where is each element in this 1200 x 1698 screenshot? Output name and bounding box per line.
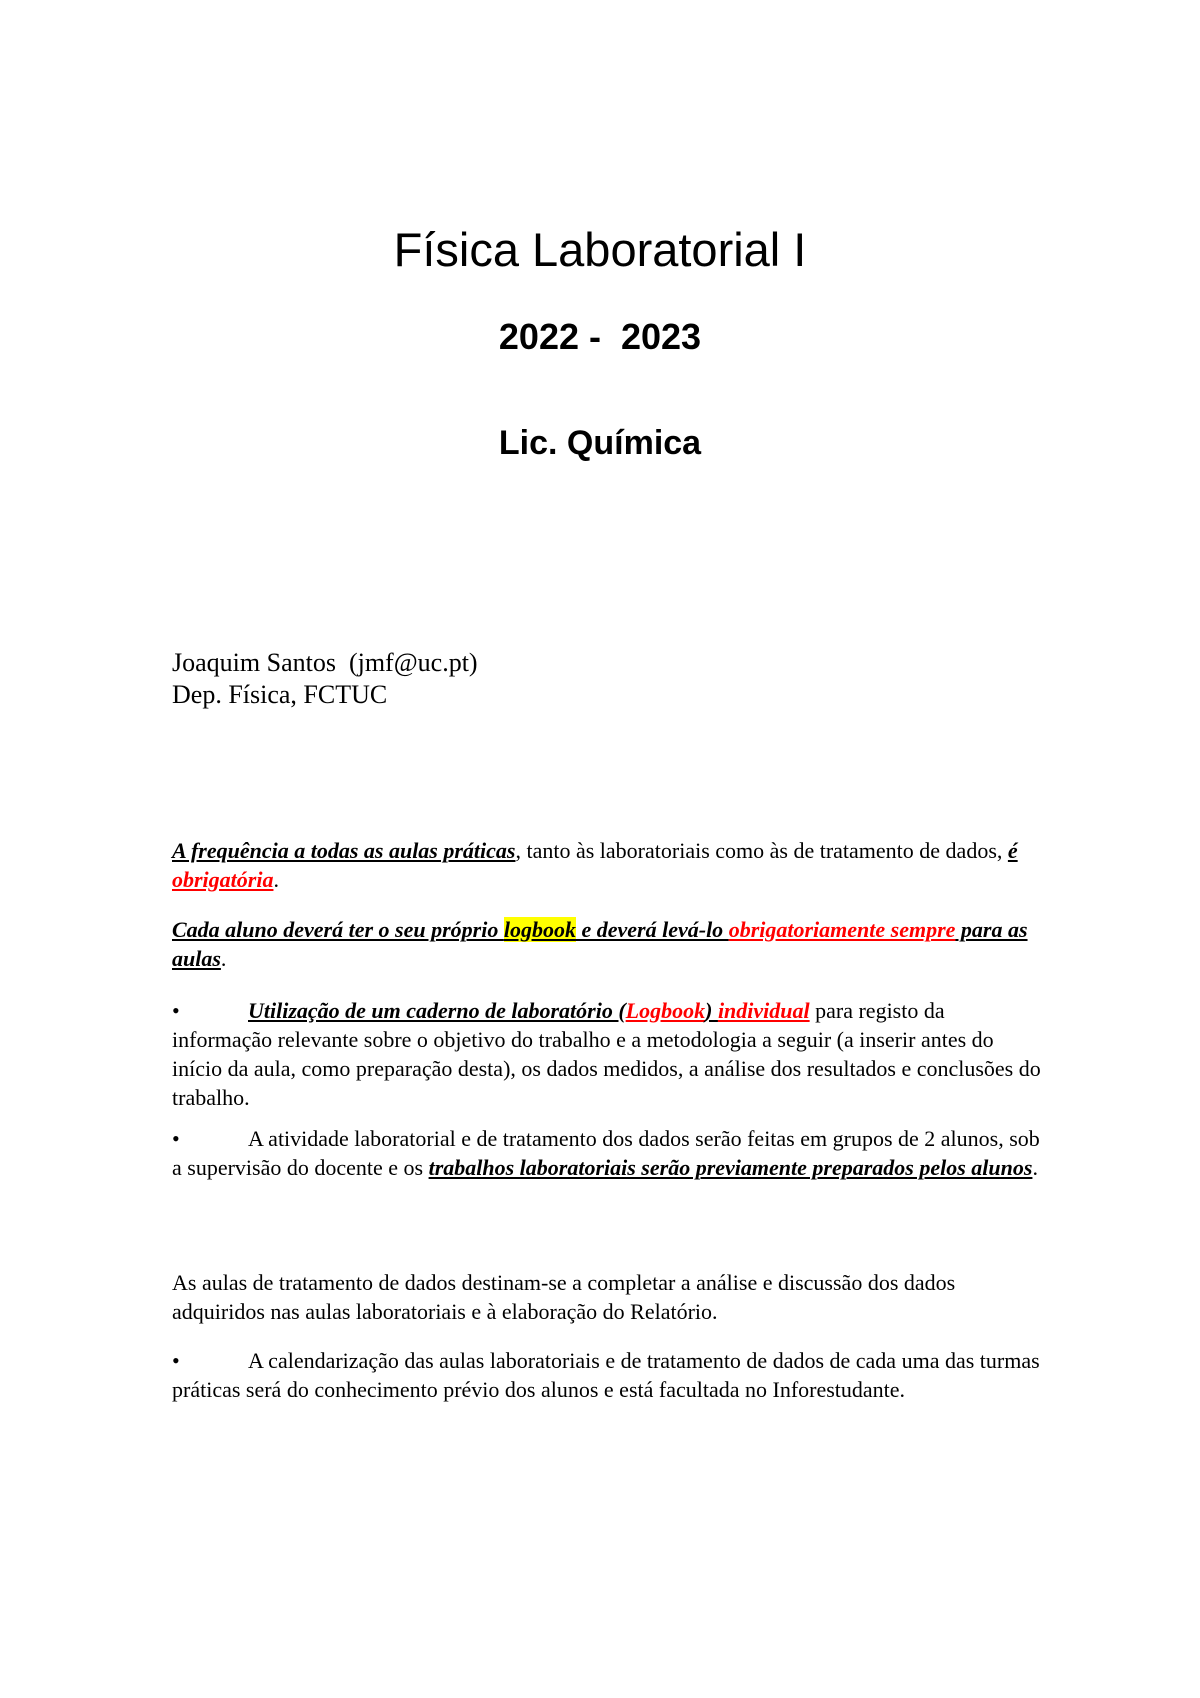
bullet-item-schedule [172, 1346, 1042, 1404]
bullet-marker: • [172, 1126, 180, 1151]
bullet-logbook-emphasis: Utilização de um caderno de laboratório ( [248, 998, 626, 1023]
bullet-logbook-close: ) [705, 998, 718, 1023]
logbook-highlight: logbook [503, 917, 576, 942]
document-title: Física Laboratorial I [393, 223, 807, 276]
logbook-mid: e deverá levá-lo [575, 917, 729, 942]
bullet-logbook-text: para registo da informação relevante sobre o objetivo do trabalho e a metodologia a seguir (a inserir antes do início da aula, como preparação desta), os dados medidos, a análise dos resultados e conclusões do trabalho. [172, 998, 1041, 1110]
logbook-tail: para as aulas [172, 917, 1028, 971]
attendance-mandatory: obrigatória [172, 867, 274, 892]
bullet-groups-end: . [1032, 1155, 1038, 1180]
data-classes-paragraph: As aulas de tratamento de dados destinam-se a completar a análise e discussão dos dados adquiridos nas aulas laboratoriais e à elaboração do Relatório. [172, 1270, 956, 1324]
academic-year: 2022 - 2023 [498, 316, 702, 357]
attendance-emphasis: A frequência a todas as aulas práticas [172, 838, 516, 863]
attendance-text: , tanto às laboratoriais como às de tratamento de dados, [515, 838, 1008, 863]
author-department: Dep. Física, FCTUC [172, 680, 388, 709]
bullet-individual: individual [717, 998, 810, 1023]
attendance-is: é [1007, 838, 1018, 863]
bullet-item-logbook [172, 996, 1042, 1112]
logbook-lead: Cada aluno deverá ter o seu próprio [172, 917, 504, 942]
logbook-mandatory: obrigatoriamente sempre [728, 917, 956, 942]
attendance-paragraph [172, 836, 1042, 894]
logbook-paragraph [172, 915, 1042, 973]
bullet-marker: • [172, 1348, 180, 1373]
bullet-groups-emphasis: trabalhos laboratoriais serão previamente preparados pelos alunos [428, 1155, 1033, 1180]
course-name: Lic. Química [498, 424, 702, 462]
logbook-end: . [220, 946, 227, 971]
bullet-schedule-text: A calendarização das aulas laboratoriais e de tratamento de dados de cada uma das turmas práticas será do conhecimento prévio dos alunos e está facultada no Inforestudante. [172, 1348, 1040, 1402]
bullet-item-groups [172, 1124, 1042, 1182]
author-name: Joaquim Santos (jmf@uc.pt) [172, 648, 478, 677]
bullet-marker: • [172, 998, 180, 1023]
attendance-end: . [273, 867, 279, 892]
bullet-logbook-word: Logbook [625, 998, 706, 1023]
bullet-groups-text: A atividade laboratorial e de tratamento dos dados serão feitas em grupos de 2 alunos, sob a supervisão do docente e os [172, 1126, 1040, 1180]
